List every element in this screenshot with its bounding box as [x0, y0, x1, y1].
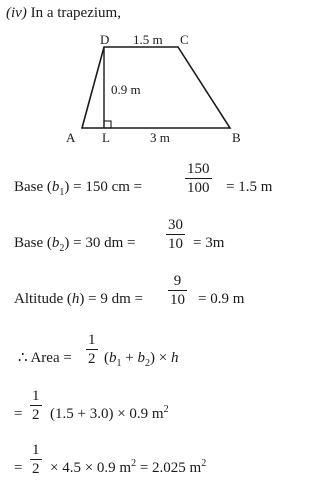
base-b2-line: Base $(b_2) = 30$ dm = [14, 235, 136, 254]
right-angle-mark [104, 121, 111, 128]
bottom-side-length: 3 m [150, 130, 170, 145]
base-b1-line: Base $(b_1) = 150$ cm = [14, 179, 143, 198]
part-label: (iv) [6, 5, 27, 21]
step2-equals: = [14, 460, 23, 476]
trapezium-figure [0, 0, 275, 150]
altitude-length: 0.9 m [111, 82, 141, 97]
step1-expression: (1.5 + 3.0) × 0.9 $m^2$ [50, 404, 169, 422]
h-fraction: $\frac{9}{10}$ [170, 273, 185, 308]
b2-result: = 3m [193, 235, 225, 251]
heading-text: In a trapezium, [26, 5, 121, 21]
vertex-l-label: L [102, 130, 110, 145]
top-side-length: 1.5 m [133, 32, 163, 47]
vertex-d-label: D [100, 32, 110, 47]
step1-equals: = [14, 406, 23, 422]
b2-fraction: $\frac{30}{10}$ [168, 217, 183, 252]
step1-fraction: $\frac{1}{2}$ [32, 388, 40, 423]
area-prefix: ∴ Area = [18, 350, 72, 366]
altitude-line-text: Altitude (h) = 9 dm = [14, 291, 143, 307]
step2-fraction: $\frac{1}{2}$ [32, 442, 40, 477]
vertex-b-label: B [232, 130, 241, 145]
step2-expression: × 4.5 × 0.9 $m^2 = 2.025$ $m^2$ [50, 458, 207, 476]
h-result: = 0.9 m [198, 291, 245, 307]
vertex-a-label: A [66, 130, 76, 145]
area-formula: $(b_1 + b_2) \times h$ [104, 350, 179, 369]
b1-result: = 1.5 m [226, 179, 273, 195]
b1-fraction: $\frac{150}{100}$ [187, 161, 210, 196]
vertex-c-label: C [180, 32, 189, 47]
area-half-fraction: $\frac{1}{2}$ [88, 332, 96, 367]
